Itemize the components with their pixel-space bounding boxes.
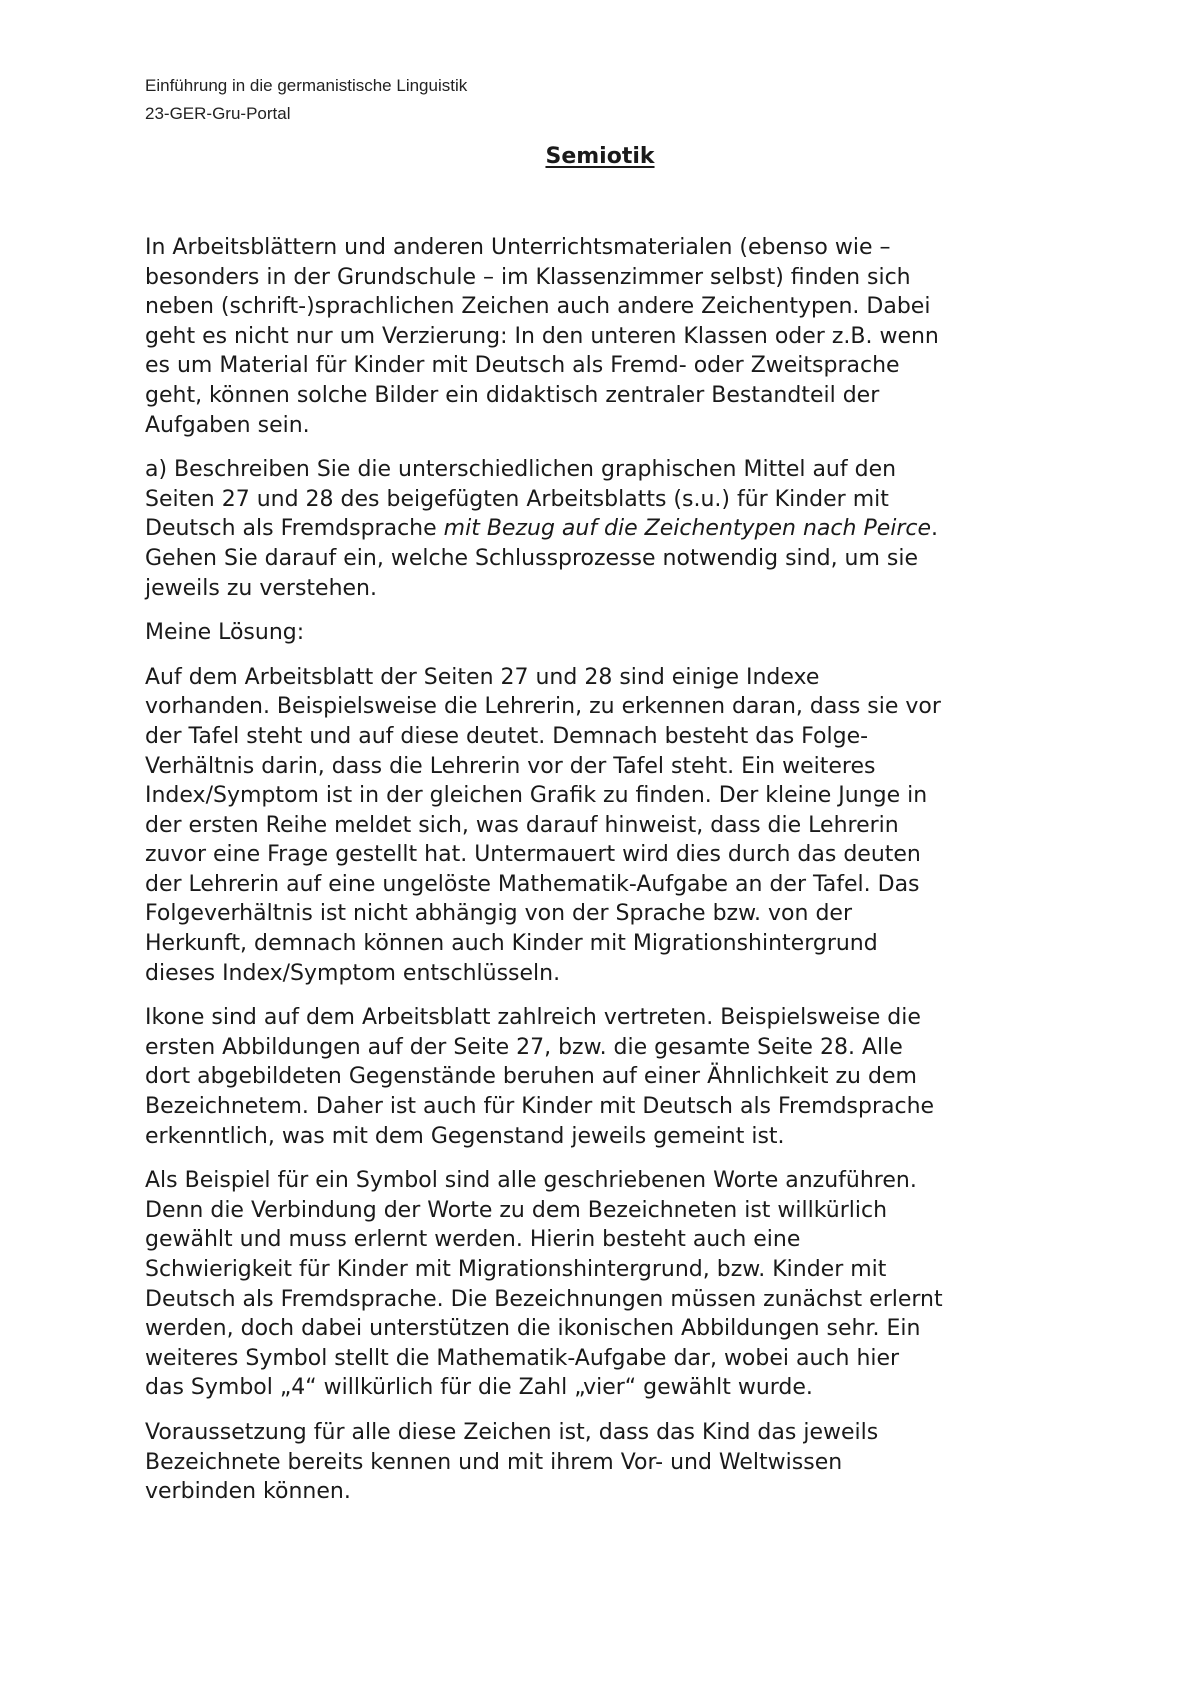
text-line: Voraussetzung für alle diese Zeichen ist, dass das Kind das jeweils: [145, 1419, 879, 1445]
text-line: geht es nicht nur um Verzierung: In den unteren Klassen oder z.B. wenn: [145, 323, 939, 349]
text-line: Deutsch als Fremdsprache. Die Bezeichnungen müssen zunächst erlernt: [145, 1286, 943, 1312]
document-header: [145, 72, 467, 128]
text-line: Herkunft, demnach können auch Kinder mit Migrationshintergrund: [145, 931, 878, 957]
task-text: Deutsch als Fremdsprache: [145, 516, 444, 542]
text-line: zuvor eine Frage gestellt hat. Untermauert wird dies durch das deuten: [145, 842, 921, 868]
text-line: verbinden können.: [145, 1479, 351, 1505]
text-line: dort abgebildeten Gegenstände beruhen auf einer Ähnlichkeit zu dem: [145, 1064, 917, 1090]
text-line: Meine Lösung:: [145, 620, 305, 646]
text-line: der ersten Reihe meldet sich, was darauf hinweist, dass die Lehrerin: [145, 812, 899, 838]
text-line: Bezeichnete bereits kennen und mit ihrem Vor- und Weltwissen: [145, 1449, 843, 1475]
text-line: gewählt und muss erlernt werden. Hierin besteht auch eine: [145, 1227, 801, 1253]
text-line: Aufgaben sein.: [145, 412, 310, 438]
text-line: geht, können solche Bilder ein didaktisch zentraler Bestandteil der: [145, 382, 880, 408]
text-line: besonders in der Grundschule – im Klassenzimmer selbst) finden sich: [145, 264, 911, 290]
text-line: erkenntlich, was mit dem Gegenstand jeweils gemeint ist.: [145, 1123, 785, 1149]
intro-paragraph: [145, 233, 1075, 440]
portal-code: 23-GER-Gru-Portal: [145, 104, 291, 123]
page-title: Semiotik: [545, 144, 655, 169]
ikon-paragraph: [145, 1003, 1075, 1151]
text-line: Ikone sind auf dem Arbeitsblatt zahlreich vertreten. Beispielsweise die: [145, 1005, 921, 1031]
text-line: Auf dem Arbeitsblatt der Seiten 27 und 28 sind einige Indexe: [145, 664, 820, 690]
text-line: Folgeverhältnis ist nicht abhängig von der Sprache bzw. von der: [145, 901, 852, 927]
task-emphasis: mit Bezug auf die Zeichentypen nach Peirce: [443, 516, 932, 542]
document-body: [145, 233, 1075, 1522]
text-line: neben (schrift-)sprachlichen Zeichen auch andere Zeichentypen. Dabei: [145, 294, 931, 320]
text-line: es um Material für Kinder mit Deutsch als Fremd- oder Zweitsprache: [145, 353, 900, 379]
text-line: Index/Symptom ist in der gleichen Grafik zu finden. Der kleine Junge in: [145, 783, 928, 809]
text-line: Gehen Sie darauf ein, welche Schlussprozesse notwendig sind, um sie: [145, 545, 919, 571]
text-line: werden, doch dabei unterstützen die ikonischen Abbildungen sehr. Ein: [145, 1316, 921, 1342]
symbol-paragraph: [145, 1166, 1075, 1403]
text-line: Bezeichnetem. Daher ist auch für Kinder mit Deutsch als Fremdsprache: [145, 1094, 935, 1120]
text-line: dieses Index/Symptom entschlüsseln.: [145, 960, 561, 986]
task-paragraph: [145, 455, 1075, 603]
text-line: der Tafel steht und auf diese deutet. Demnach besteht das Folge-: [145, 723, 869, 749]
text-line: ersten Abbildungen auf der Seite 27, bzw. die gesamte Seite 28. Alle: [145, 1034, 903, 1060]
index-paragraph: [145, 663, 1075, 989]
course-name: Einführung in die germanistische Linguistik: [145, 76, 468, 95]
text-line: Seiten 27 und 28 des beigefügten Arbeitsblatts (s.u.) für Kinder mit: [145, 486, 889, 512]
text-line: das Symbol „4“ willkürlich für die Zahl „vier“ gewählt wurde.: [145, 1375, 813, 1401]
text-line: Denn die Verbindung der Worte zu dem Bezeichneten ist willkürlich: [145, 1197, 888, 1223]
text-line: [145, 514, 1075, 544]
text-line: der Lehrerin auf eine ungelöste Mathematik-Aufgabe an der Tafel. Das: [145, 871, 920, 897]
text-line: Verhältnis darin, dass die Lehrerin vor der Tafel steht. Ein weiteres: [145, 753, 876, 779]
text-line: jeweils zu verstehen.: [145, 575, 377, 601]
text-line: weiteres Symbol stellt die Mathematik-Aufgabe dar, wobei auch hier: [145, 1345, 900, 1371]
conclusion-paragraph: [145, 1418, 1075, 1507]
text-line: vorhanden. Beispielsweise die Lehrerin, zu erkennen daran, dass sie vor: [145, 694, 941, 720]
text-line: Schwierigkeit für Kinder mit Migrationshintergrund, bzw. Kinder mit: [145, 1257, 887, 1282]
text-line: a) Beschreiben Sie die unterschiedlichen graphischen Mittel auf den: [145, 457, 897, 483]
text-line: In Arbeitsblättern und anderen Unterrichtsmaterialen (ebenso wie –: [145, 235, 891, 260]
task-period: .: [931, 516, 939, 542]
solution-label: [145, 618, 1075, 648]
text-line: Als Beispiel für ein Symbol sind alle geschriebenen Worte anzuführen.: [145, 1168, 917, 1194]
